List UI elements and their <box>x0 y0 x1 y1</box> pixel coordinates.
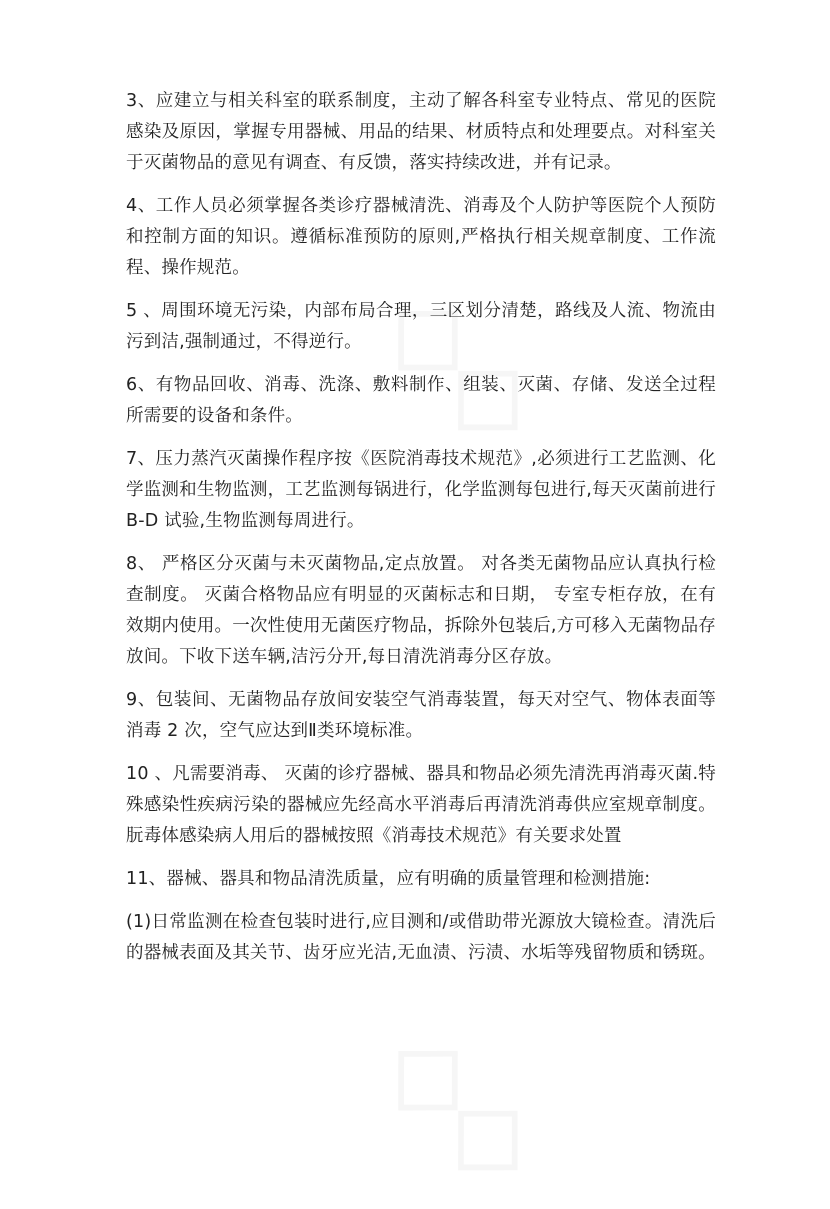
paragraph-11: 11、器械、器具和物品清洗质量，应有明确的质量管理和检测措施: <box>126 869 651 889</box>
paragraph-3: 3、应建立与相关科室的联系制度，主动了解各科室专业特点、常见的医院感染及原因，掌握专用器械、用品的结果、材质特点和处理要点。对科室关于灭菌物品的意见有调查、有反馈，落实持续改进，并有记录。 <box>126 91 716 173</box>
paragraph-7: 7、压力蒸汽灭菌操作程序按《医院消毒技术规范》,必须进行工艺监测、化学监测和生物监测，工艺监测每锅进行，化学监测每包进行,每天灭菌前进行 B-D 试验,生物监测每周进行。 <box>126 449 716 531</box>
paragraph-10: 10 、凡需要消毒、 灭菌的诊疗器械、器具和物品必须先清洗再消毒灭菌.特殊感染性疾病污染的器械应先经高水平消毒后再清洗消毒供应室规章制度。朊毒体感染病人用后的器械按照《消毒技术规范》有关要求处置 <box>126 764 716 846</box>
paragraph-11-1: (1)日常监测在检查包装时进行,应目测和/或借助带光源放大镜检查。清洗后的器械表面及其关节、齿牙应光洁,无血渍、污渍、水垢等残留物质和锈斑。 <box>126 912 716 963</box>
paragraph-9: 9、包装间、无菌物品存放间安装空气消毒装置，每天对空气、物体表面等消毒 2 次，空气应达到Ⅱ类环境标准。 <box>126 690 716 741</box>
paragraph-8: 8、 严格区分灭菌与未灭菌物品,定点放置。 对各类无菌物品应认真执行检查制度。 灭菌合格物品应有明显的灭菌标志和日期， 专室专柜存放，在有效期内使用。一次性使用无菌医疗物品，拆除外包装后,方可移入无菌物品存放间。下收下送车辆,洁污分开,每日清洗消毒分区存放。 <box>126 554 716 667</box>
paragraph-4: 4、工作人员必须掌握各类诊疗器械清洗、消毒及个人防护等医院个人预防和控制方面的知识。遵循标准预防的原则,严格执行相关规章制度、工作流程、操作规范。 <box>126 196 716 278</box>
document-page <box>126 86 716 981</box>
paragraph-5: 5 、周围环境无污染，内部布局合理，三区划分清楚，路线及人流、物流由污到洁,强制通过，不得逆行。 <box>126 301 716 352</box>
watermark-mark-2 <box>360 999 570 1209</box>
paragraph-6: 6、有物品回收、消毒、洗涤、敷料制作、组装、灭菌、存储、发送全过程所需要的设备和条件。 <box>126 375 716 426</box>
